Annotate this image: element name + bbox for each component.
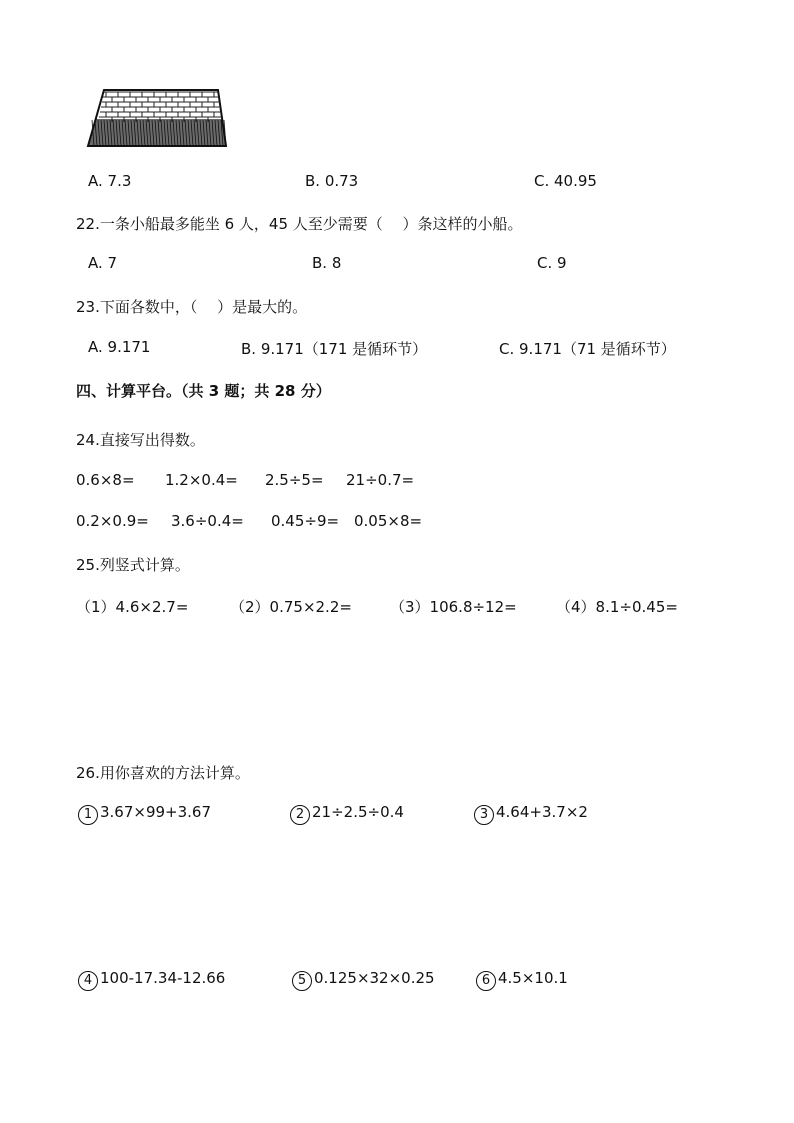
q26-item-2 <box>290 803 404 825</box>
q23-question: 23.下面各数中，（ ）是最大的。 <box>76 298 308 316</box>
q22-option-b[interactable]: B. 8 <box>312 254 342 272</box>
q24-expr-3: 2.5÷5= <box>265 471 324 489</box>
circled-number-4: 4 <box>78 971 98 991</box>
q24-question: 24.直接写出得数。 <box>76 431 205 449</box>
circled-number-2: 2 <box>290 805 310 825</box>
q26-expr-1: 3.67×99+3.67 <box>100 803 212 821</box>
q22-option-c[interactable]: C. 9 <box>537 254 567 272</box>
q21-option-a[interactable]: A. 7.3 <box>88 172 132 190</box>
q25-item-4: （4）8.1÷0.45= <box>556 598 678 616</box>
q23-option-c[interactable]: C. 9.171（71 是循环节） <box>499 340 676 358</box>
q22-question: 22.一条小船最多能坐 6 人，45 人至少需要（ ）条这样的小船。 <box>76 215 523 233</box>
brick-wall-icon <box>86 88 228 150</box>
q25-item-3: （3）106.8÷12= <box>390 598 517 616</box>
q26-expr-5: 0.125×32×0.25 <box>314 969 435 987</box>
q26-expr-3: 4.64+3.7×2 <box>496 803 588 821</box>
q23-option-b[interactable]: B. 9.171（171 是循环节） <box>241 340 428 358</box>
q25-question: 25.列竖式计算。 <box>76 556 190 574</box>
circled-number-5: 5 <box>292 971 312 991</box>
q21-option-c[interactable]: C. 40.95 <box>534 172 597 190</box>
circled-number-1: 1 <box>78 805 98 825</box>
q26-expr-4: 100-17.34-12.66 <box>100 969 226 987</box>
q26-item-3 <box>474 803 588 825</box>
q24-expr-4: 21÷0.7= <box>346 471 415 489</box>
q26-item-6 <box>476 969 568 991</box>
q24-expr-6: 3.6÷0.4= <box>171 512 244 530</box>
section-heading: 四、计算平台。（共 3 题；共 28 分） <box>76 382 331 400</box>
circled-number-6: 6 <box>476 971 496 991</box>
q25-item-1: （1）4.6×2.7= <box>76 598 189 616</box>
q24-expr-5: 0.2×0.9= <box>76 512 149 530</box>
q24-expr-7: 0.45÷9= <box>271 512 340 530</box>
circled-number-3: 3 <box>474 805 494 825</box>
q26-item-5 <box>292 969 435 991</box>
q24-expr-2: 1.2×0.4= <box>165 471 238 489</box>
q26-question: 26.用你喜欢的方法计算。 <box>76 764 250 782</box>
q26-expr-2: 21÷2.5÷0.4 <box>312 803 404 821</box>
q22-option-a[interactable]: A. 7 <box>88 254 118 272</box>
q21-option-b[interactable]: B. 0.73 <box>305 172 359 190</box>
q26-item-4 <box>78 969 225 991</box>
q24-expr-8: 0.05×8= <box>354 512 423 530</box>
q25-item-2: （2）0.75×2.2= <box>230 598 352 616</box>
q24-expr-1: 0.6×8= <box>76 471 135 489</box>
q23-option-a[interactable]: A. 9.171 <box>88 338 151 356</box>
q26-item-1 <box>78 803 211 825</box>
q26-expr-6: 4.5×10.1 <box>498 969 568 987</box>
